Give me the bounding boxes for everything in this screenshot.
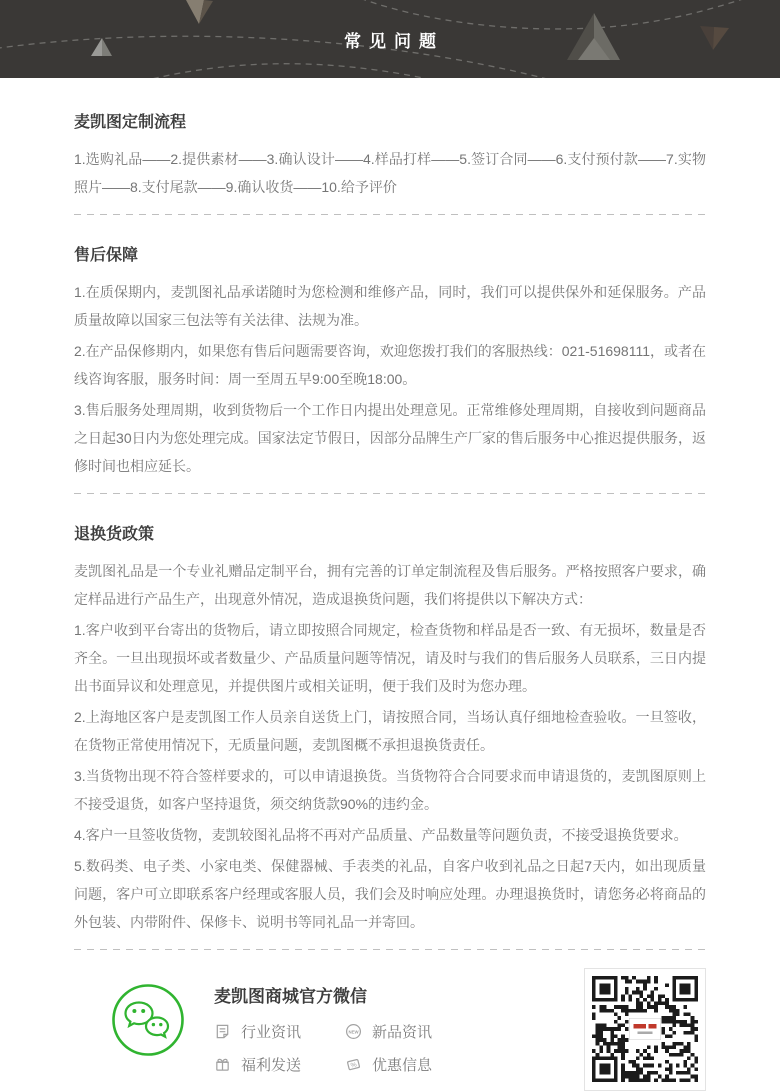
svg-text:%: % [350,1061,358,1070]
feature-industry-news [214,1021,301,1042]
section-heading: 麦凯图定制流程 [74,114,187,131]
page-header [0,0,780,78]
wechat-icon [110,982,186,1063]
section-paragraph: 1.客户收到平台寄出的货物后，请立即按照合同规定，检查货物和样品是否一致、有无损坏，数量是否齐全。一旦出现损坏或者数量少、产品质量问题等情况，请及时与我们的售后服务人员联系，三日内提出书面异议和处理意见，并提供图片或相关证明，便于我们及时为您办理。 [74,622,706,694]
svg-text:NEW: NEW [348,1029,359,1035]
wechat-account-title: 麦凯图商城官方微信 [214,987,367,1006]
feature-discount-info [345,1054,432,1075]
section-heading: 售后保障 [74,247,139,264]
news-doc-icon [214,1023,231,1040]
section-paragraph: 2.在产品保修期内，如果您有售后问题需要咨询，欢迎您拨打我们的客服热线：021-51698111，或者在线咨询客服，服务时间：周一至周五早9:00至晚18:00。 [74,343,706,387]
coupon-icon [345,1056,362,1073]
section-paragraph: 1.选购礼品——2.提供素材——3.确认设计——4.样品打样——5.签订合同——6.支付预付款——7.实物照片——8.支付尾款——9.确认收货——10.给予评价 [74,151,706,195]
wechat-qr-code [584,968,706,1091]
section-return-policy [74,494,706,936]
faq-content [0,78,780,950]
feature-new-products [345,1021,432,1042]
section-paragraph: 3.当货物出现不符合签样要求的，可以申请退换货。当货物符合合同要求而申请退货的，麦凯图原则上不接受退货，如客户坚持退货，须交纳货款90%的违约金。 [74,768,706,812]
feature-benefits [214,1054,301,1075]
page-title: 常见问题 [344,31,444,51]
section-custom-process [74,78,706,201]
section-paragraph: 1.在质保期内，麦凯图礼品承诺随时为您检测和维修产品，同时，我们可以提供保外和延保服务。产品质量故障以国家三包法等有关法律、法规为准。 [74,284,706,328]
gift-icon [214,1056,231,1073]
feature-label: 福利发送 [241,1057,302,1074]
wechat-footer [0,950,780,1091]
feature-label: 优惠信息 [372,1057,433,1074]
feature-label: 行业资讯 [241,1024,302,1041]
new-badge-icon [345,1023,362,1040]
section-heading: 退换货政策 [74,526,155,543]
section-paragraph: 4.客户一旦签收货物，麦凯较图礼品将不再对产品质量、产品数量等问题负责，不接受退换货要求。 [74,827,688,843]
section-paragraph: 3.售后服务处理周期，收到货物后一个工作日内提出处理意见。正常维修处理周期，自接收到问题商品之日起30日内为您处理完成。国家法定节假日，因部分品牌生产厂家的售后服务中心推迟提供服务，返修时间也相应延长。 [74,402,706,474]
section-paragraph: 2.上海地区客户是麦凯图工作人员亲自送货上门，请按照合同，当场认真仔细地检查验收。一旦签收，在货物正常使用情况下，无质量问题，麦凯图概不承担退换货责任。 [74,709,706,753]
wechat-feature-list [214,1021,584,1075]
section-paragraph: 麦凯图礼品是一个专业礼赠品定制平台，拥有完善的订单定制流程及售后服务。严格按照客户要求，确定样品进行产品生产，出现意外情况，造成退换货问题，我们将提供以下解决方式： [74,563,706,607]
wechat-info-block [214,982,584,1075]
section-after-sales [74,215,706,480]
section-paragraph: 5.数码类、电子类、小家电类、保健器械、手表类的礼品，自客户收到礼品之日起7天内，如出现质量问题，客户可立即联系客户经理或客服人员，我们会及时响应处理。办理退换货时，请您务必将商品的外包装、内带附件、保修卡、说明书等同礼品一并寄回。 [74,858,706,930]
feature-label: 新品资讯 [372,1024,433,1041]
